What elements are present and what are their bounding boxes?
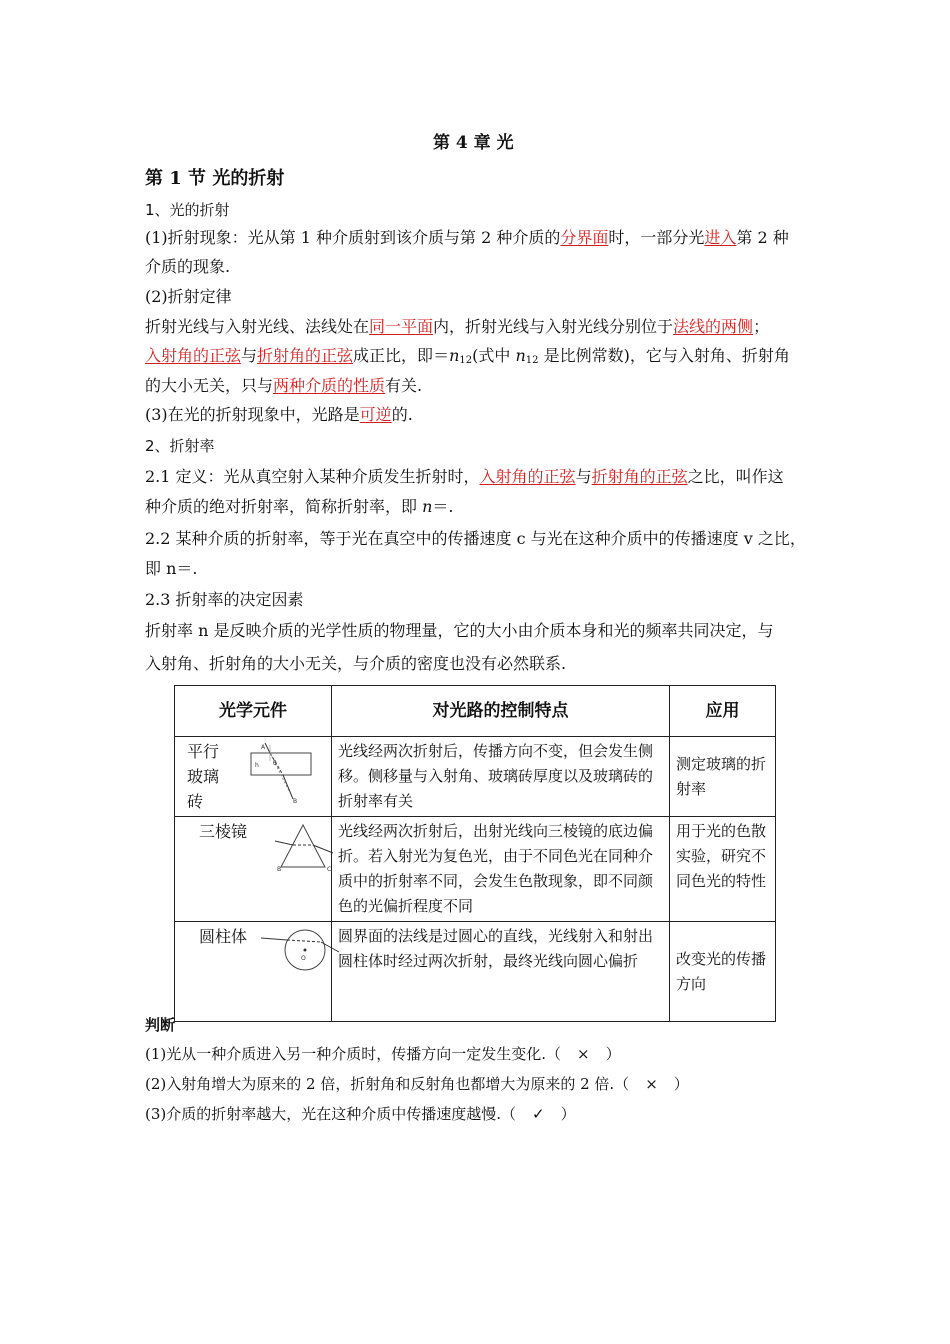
component-cell-content [181,819,332,913]
answer-blank: 分界面 [560,228,609,247]
judge-text: (1)光从一种介质进入另一种介质时，传播方向一定发生变化.（ [145,1045,562,1063]
component-cell-content [181,739,325,809]
component-name: 平行玻璃砖 [187,742,220,811]
svg-text:A: A [261,744,266,751]
text: 是比例常数)，它与入射角、折射角 [538,346,790,365]
text: ＝ [433,346,450,365]
feature-cell: 圆界面的法线是过圆心的直线，光线射入和射出圆柱体时经过两次折射，最终光线向圆心偏折 [332,922,670,1022]
answer-blank: 进入 [704,228,737,247]
para-refraction-law-1 [145,317,769,337]
answer-blank: 折射角的正弦 [591,467,688,486]
table-row [175,817,776,922]
heading-refraction-law: (2)折射定律 [145,287,232,306]
component-name: 三棱镜 [199,822,248,841]
subscript: 12 [525,355,539,366]
symbol-n: n [515,346,526,365]
component-cell [175,817,332,922]
text: 之比，叫作这 [687,467,784,486]
header-component: 光学元件 [175,686,332,737]
chapter-title: 第 4 章 光 [433,133,514,153]
heading-refractive-index: 2、折射率 [145,437,215,455]
text: 与 [575,467,592,486]
answer-blank: 同一平面 [369,317,434,336]
para-factors-heading: 2.3 折射率的决定因素 [145,590,304,609]
svg-text:h: h [255,762,259,769]
text: 2.1 定义：光从真空射入某种介质发生折射时， [145,467,480,486]
svg-text:C: C [327,866,332,873]
component-cell [175,737,332,817]
prism-diagram [273,823,337,873]
application-cell: 改变光的传播方向 [670,922,776,1022]
para-refraction-law-3 [145,376,422,396]
header-application: 应用 [670,686,776,737]
text: 时，一部分光 [608,228,705,247]
subscript: 12 [459,355,473,366]
judge-end: ） [560,1105,576,1123]
judge-end: ） [673,1075,689,1093]
para-factors-2: 入射角、折射角的大小无关，与介质的密度也没有必然联系. [145,654,567,673]
text: 有关. [385,376,423,395]
header-control-feature: 对光路的控制特点 [332,686,670,737]
judge-mark: × [645,1075,658,1093]
para-definition-2 [145,497,454,517]
text: (3)在光的折射现象中，光路是 [145,405,360,424]
judge-item [145,1103,576,1124]
judge-mark: × [577,1045,590,1063]
symbol-n: n [422,497,433,516]
text: ＝. [432,497,454,516]
table-row [175,922,776,1022]
table-row [175,737,776,817]
para-refraction-law-2 [145,346,790,371]
answer-blank: 两种介质的性质 [273,376,386,395]
para-speed-ratio: 2.2 某种介质的折射率，等于光在真空中的传播速度 c 与光在这种介质中的传播速度 v 之比， [145,529,806,548]
svg-text:B: B [293,798,298,805]
feature-cell: 光线经两次折射后，传播方向不变，但会发生侧移。侧移量与入射角、玻璃砖厚度以及玻璃砖的折射率有关 [332,737,670,817]
para-factors-1: 折射率 n 是反映介质的光学性质的物理量，它的大小由介质本身和光的频率共同决定，与 [145,621,774,640]
answer-blank: 入射角的正弦 [145,346,242,365]
judge-text: (3)介质的折射率越大，光在这种介质中传播速度越慢.（ [145,1105,517,1123]
application-cell: 测定玻璃的折射率 [670,737,776,817]
svg-text:θ: θ [273,760,277,767]
component-cell-content [181,924,325,1018]
answer-blank: 法线的两侧 [673,317,754,336]
para-refraction-phenomenon [145,228,789,248]
section-title: 第 1 节 光的折射 [145,168,285,189]
answer-blank: 入射角的正弦 [479,467,576,486]
answer-blank: 可逆 [359,405,392,424]
para-definition-1 [145,467,784,487]
table-header-row [175,686,776,737]
optical-components-table [174,685,776,1022]
para-reversible [145,405,413,425]
judge-item [145,1073,689,1094]
svg-text:O: O [301,955,306,962]
text: 的大小无关，只与 [145,376,274,395]
component-cell [175,922,332,1022]
svg-text:B: B [277,866,282,873]
judge-item [145,1043,621,1064]
text: 内，折射光线与入射光线分别位于 [433,317,674,336]
application-cell: 用于光的色散实验，研究不同色光的特性 [670,817,776,922]
judge-mark: ✓ [532,1105,545,1123]
text: 第 2 种 [736,228,789,247]
text: 的. [391,405,413,424]
component-name: 圆柱体 [199,927,248,946]
judge-heading: 判断 [145,1016,176,1034]
text: (式中 [472,346,516,365]
text: 种介质的绝对折射率，简称折射率，即 [145,497,423,516]
text: 成正比，即 [353,346,434,365]
para-refraction-phenomenon-cont: 介质的现象. [145,257,231,276]
text: 折射光线与入射光线、法线处在 [145,317,370,336]
cylinder-diagram [261,926,341,978]
text: ； [753,317,770,336]
text: (1)折射现象：光从第 1 种介质射到该介质与第 2 种介质的 [145,228,561,247]
para-speed-ratio-cont: 即 n＝. [145,559,198,578]
glass-slab-diagram [237,741,317,811]
answer-blank: 折射角的正弦 [257,346,354,365]
heading-refraction: 1、光的折射 [145,201,230,219]
judge-end: ） [605,1045,621,1063]
judge-text: (2)入射角增大为原来的 2 倍，折射角和反射角也都增大为原来的 2 倍.（ [145,1075,630,1093]
text: 与 [241,346,258,365]
symbol-n: n [449,346,460,365]
feature-cell: 光线经两次折射后，出射光线向三棱镜的底边偏折。若入射光为复色光，由于不同色光在同种介质中的折射率不同，会发生色散现象，即不同颜色的光偏折程度不同 [332,817,670,922]
